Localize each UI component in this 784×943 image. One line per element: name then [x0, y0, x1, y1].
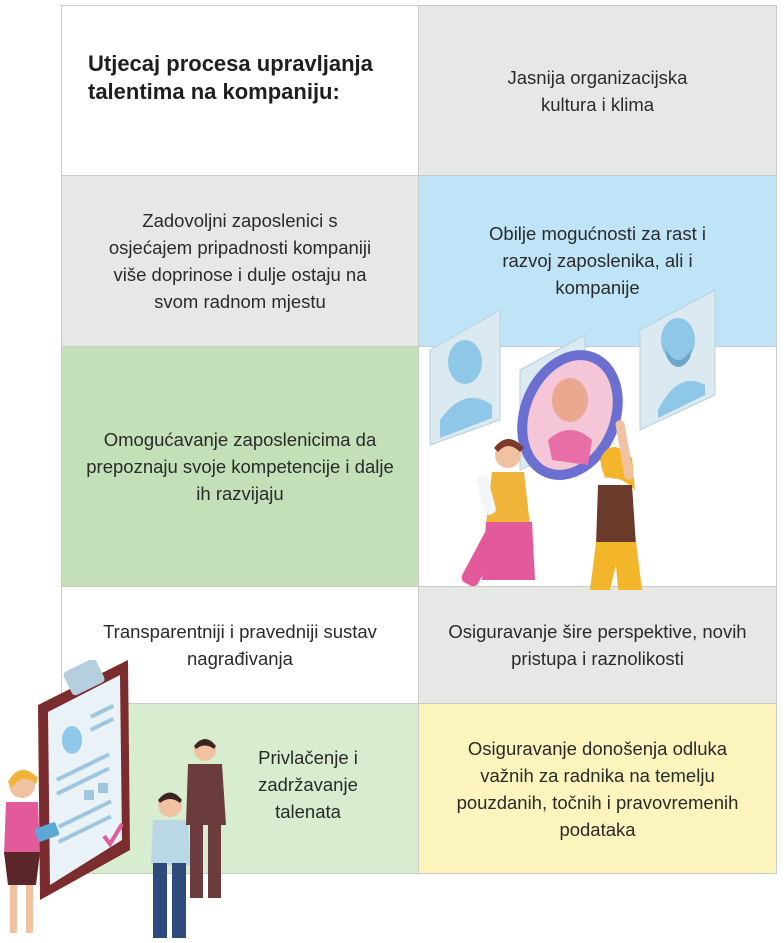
recruitment-clipboard-illustration [0, 660, 250, 943]
clipboard-icon [38, 660, 130, 900]
cell-data-decisions [418, 703, 777, 874]
profile-frame-right-icon [640, 290, 715, 430]
cell-competence-recognition [61, 346, 419, 587]
cell-wider-perspective [418, 586, 777, 704]
cell-reward-system-text: Transparentniji i pravedniji sustav nagrađivanja [103, 621, 377, 669]
magnifying-glass-team-illustration [420, 290, 720, 590]
cell-data-decisions-text: Osiguravanje donošenja odluka važnih za radnika na temelju pouzdanih, točnih i pravovremenih podataka [456, 737, 739, 840]
cell-growth-opportunities-text: Obilje mogućnosti za rast i razvoj zaposlenika, ali i kompanije [489, 223, 706, 298]
cell-competence-recognition-text: Omogućavanje zaposlenicima da prepoznaju svoje kompetencije i dalje ih razvijaju [86, 429, 394, 504]
cell-attract-retain-text: Privlačenje i zadržavanje talenata [258, 747, 358, 822]
cell-organizational-culture-text: Jasnija organizacijska kultura i klima [507, 66, 688, 115]
cell-satisfied-employees [61, 175, 419, 347]
cell-satisfied-employees-text: Zadovoljni zaposlenici s osjećajem pripadnosti kompaniji više doprinose i dulje ostaju na svom radnom mjestu [108, 210, 372, 312]
cell-wider-perspective-text: Osiguravanje šire perspektive, novih pristupa i raznolikosti [448, 621, 747, 669]
diagram-title [61, 5, 419, 176]
man-standing-front-icon [151, 793, 190, 939]
man-standing-back-icon [186, 739, 226, 898]
diagram-title-text: Utjecaj procesa upravljanja talentima na kompaniju: [88, 51, 373, 104]
profile-frame-left-icon [430, 310, 500, 445]
cell-organizational-culture [418, 5, 777, 176]
